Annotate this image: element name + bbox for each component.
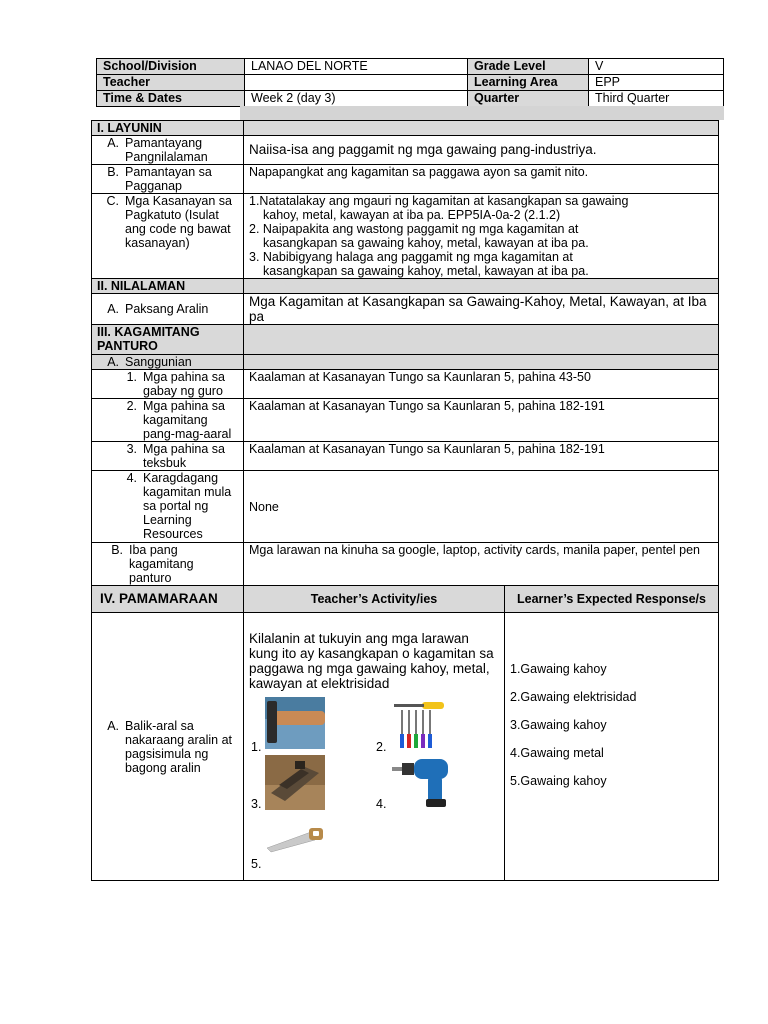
header-value: Week 2 (day 3): [245, 91, 468, 107]
wood-plane-icon: [265, 755, 325, 810]
row-label: Mga Kasanayan sa Pagkatuto (Isulat ang code ng bawat kasanayan): [125, 194, 233, 250]
table-row: C. Mga Kasanayan sa Pagkatuto (Isulat ang code ng bawat kasanayan) 1.Natatalakay ang mgauri ng kagamitan at kasangkapan sa gawaing kahoy, metal, kawayan at iba pa. EPP5IA-0a-2 (2.1.2) 2. Naipapakita ang wastong paggamit ng mga kagamitan at kasangkapan sa gawaing kahoy, metal, kawayan at iba pa. 3. Nabibigyang halaga ang paggamit ng mga kagamitan at kasangkapan sa gawaing kahoy, metal, kawayan at iba pa.: [92, 194, 719, 279]
hammer-icon: [265, 697, 325, 749]
activity-instruction: Kilalanin at tukuyin ang mga larawan kung ito ay kasangkapan o kagamitan sa paggawa ng mga gawaing kahoy, metal, kawayan at elektrisidad: [249, 631, 494, 691]
header-label: Grade Level: [468, 59, 589, 75]
response-item: 4.Gawaing metal: [510, 745, 604, 760]
objective-line: 1.Natatalakay ang mgauri ng kagamitan at kasangkapan sa gawaing: [249, 194, 629, 208]
row-value: None: [244, 471, 719, 543]
column-header: Teacher’s Activity/ies: [244, 586, 505, 613]
response-item: 3.Gawaing kahoy: [510, 717, 607, 732]
objective-line: 3. Nabibigyang halaga ang paggamit ng mga kagamitan at: [249, 250, 573, 264]
header-label: Quarter: [468, 91, 589, 107]
row-label: Mga pahina sa gabay ng guro: [143, 370, 226, 398]
header-row: [97, 91, 724, 107]
row-label: Paksang Aralin: [125, 302, 209, 316]
objective-line: kahoy, metal, kawayan at iba pa. EPP5IA-0a-2 (2.1.2): [263, 208, 561, 222]
row-label: Mga pahina sa kagamitang pang-mag-aaral: [143, 399, 232, 441]
procedure-row: A. Balik-aral sa nakaraang aralin at pagsisimula ng bagong aralin Kilalanin at tukuyin ang mga larawan kung ito ay kasangkapan o kagamitan sa paggawa ng mga gawaing kahoy, metal, kawayan at elektrisidad 1.Gawaing kahoy 2.Gawaing elektrisidad 3.Gawaing kahoy 4.Gawaing metal 5.Gawaing kahoy: [92, 613, 719, 881]
row-value: Napapangkat ang kagamitan sa paggawa ayon sa gamit nito.: [244, 165, 719, 194]
row-value: Naiisa-isa ang paggamit ng mga gawaing pang-industriya.: [244, 136, 719, 165]
row-value: Kaalaman at Kasanayan Tungo sa Kaunlaran 5, pahina 43-50: [244, 370, 719, 399]
section-title: I. LAYUNIN: [92, 121, 244, 136]
learner-response-cell: [505, 613, 719, 881]
response-item: 1.Gawaing kahoy: [510, 661, 607, 676]
row-value: Mga Kagamitan at Kasangkapan sa Gawaing-Kahoy, Metal, Kawayan, at Iba pa: [244, 294, 719, 325]
response-item: 5.Gawaing kahoy: [510, 773, 607, 788]
header-label: Time & Dates: [97, 91, 245, 107]
table-row: A. Sanggunian: [92, 355, 719, 370]
screwdriver-set-icon: [392, 700, 448, 750]
objective-line: kasangkapan sa gawaing kahoy, metal, kawayan at iba pa.: [263, 236, 589, 250]
section-title: II. NILALAMAN: [92, 279, 244, 294]
table-row: 1. Mga pahina sa gabay ng guro Kaalaman at Kasanayan Tungo sa Kaunlaran 5, pahina 43-50: [92, 370, 719, 399]
header-value: [245, 75, 468, 91]
section-title: IV. PAMAMARAAN: [92, 586, 244, 613]
picture-number: 1.: [251, 740, 262, 754]
table-row: A. Pamantayang Pangnilalaman Naiisa-isa ang paggamit ng mga gawaing pang-industriya.: [92, 136, 719, 165]
objectives-list: [244, 194, 719, 279]
procedure-header-row: [92, 586, 719, 613]
table-row: B. Pamantayan sa Pagganap Napapangkat ang kagamitan sa paggawa ayon sa gamit nito.: [92, 165, 719, 194]
section-row: [92, 121, 719, 136]
section-title: III. KAGAMITANG PANTURO: [92, 325, 244, 355]
header-label: School/Division: [97, 59, 245, 75]
section-row: [92, 325, 719, 355]
table-row: 2. Mga pahina sa kagamitang pang-mag-aaral Kaalaman at Kasanayan Tungo sa Kaunlaran 5, pahina 182-191: [92, 399, 719, 442]
row-label: Mga pahina sa teksbuk: [143, 442, 226, 470]
column-header: Learner’s Expected Response/s: [505, 586, 719, 613]
objective-line: kasangkapan sa gawaing kahoy, metal, kawayan at iba pa.: [263, 264, 589, 278]
row-label: Sanggunian: [125, 355, 192, 369]
row-label: Balik-aral sa nakaraang aralin at pagsisimula ng bagong aralin: [125, 718, 233, 775]
section-row: [92, 279, 719, 294]
header-value: Third Quarter: [589, 91, 724, 107]
picture-number: 2.: [376, 740, 387, 754]
picture-number: 3.: [251, 797, 262, 811]
header-shadow: [240, 106, 724, 120]
picture-number: 5.: [251, 857, 262, 871]
table-row: A. Paksang Aralin Mga Kagamitan at Kasangkapan sa Gawaing-Kahoy, Metal, Kawayan, at Iba pa: [92, 294, 719, 325]
header-value: V: [589, 59, 724, 75]
table-row: 4. Karagdagang kagamitan mula sa portal ng Learning Resources None: [92, 471, 719, 543]
table-row: 3. Mga pahina sa teksbuk Kaalaman at Kasanayan Tungo sa Kaunlaran 5, pahina 182-191: [92, 442, 719, 471]
header-row: [97, 75, 724, 91]
header-label: Teacher: [97, 75, 245, 91]
header-value: LANAO DEL NORTE: [245, 59, 468, 75]
header-value: EPP: [589, 75, 724, 91]
header-table: [96, 58, 724, 107]
row-label: Pamantayan sa Pagganap: [125, 165, 212, 193]
response-item: 2.Gawaing elektrisidad: [510, 689, 637, 704]
power-drill-icon: [392, 755, 454, 810]
row-label: Iba pang kagamitang panturo: [129, 543, 194, 585]
row-label: Karagdagang kagamitan mula sa portal ng Learning Resources: [143, 471, 232, 541]
picture-number: 4.: [376, 797, 387, 811]
row-label: Pamantayang Pangnilalaman: [125, 136, 208, 164]
row-value: Mga larawan na kinuha sa google, laptop, activity cards, manila paper, pentel pen: [244, 543, 719, 586]
header-label: Learning Area: [468, 75, 589, 91]
header-row: [97, 59, 724, 75]
handsaw-icon: [265, 826, 327, 854]
table-row: B. Iba pang kagamitang panturo Mga larawan na kinuha sa google, laptop, activity cards, manila paper, pentel pen: [92, 543, 719, 586]
row-value: Kaalaman at Kasanayan Tungo sa Kaunlaran 5, pahina 182-191: [244, 399, 719, 442]
row-value: Kaalaman at Kasanayan Tungo sa Kaunlaran 5, pahina 182-191: [244, 442, 719, 471]
objective-line: 2. Naipapakita ang wastong paggamit ng mga kagamitan at: [249, 222, 579, 236]
